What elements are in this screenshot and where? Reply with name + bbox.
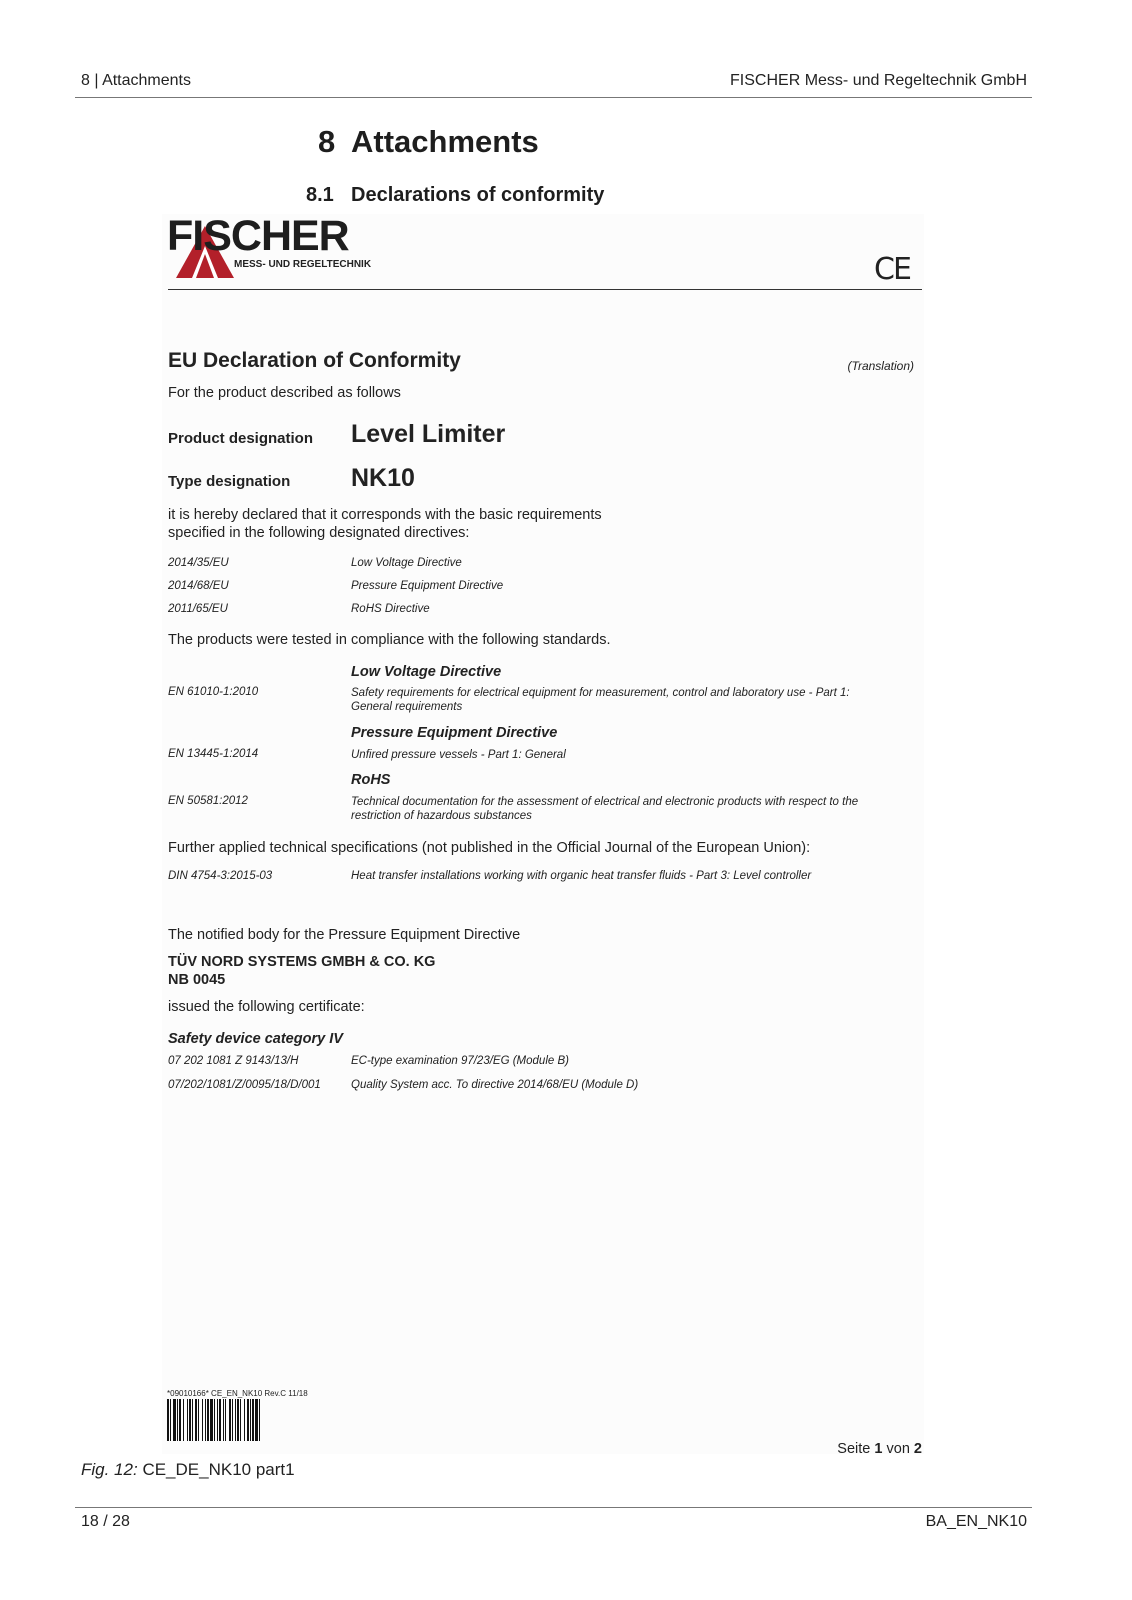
barcode-bar — [207, 1399, 209, 1441]
chapter-title: Attachments — [351, 124, 539, 159]
barcode-bar — [214, 1399, 215, 1441]
translation-note: (Translation) — [847, 359, 914, 373]
barcode-bar — [219, 1399, 221, 1441]
barcode-text: *09010166* CE_EN_NK10 Rev.C 11/18 — [167, 1389, 308, 1398]
page-current: 1 — [874, 1441, 883, 1457]
logo-brand: FISCHER — [167, 212, 349, 260]
logo-subtitle: MESS- UND REGELTECHNIK — [234, 259, 372, 270]
directive-name: Pressure Equipment Directive — [351, 580, 504, 592]
barcode-bar — [173, 1399, 176, 1441]
barcode-bar — [183, 1399, 184, 1441]
directive-name: Low Voltage Directive — [351, 557, 462, 569]
further-spec-description: Heat transfer installations working with organic heat transfer fluids - Part 3: Level controller — [351, 870, 812, 882]
barcode-bar — [202, 1399, 203, 1441]
barcode — [167, 1399, 331, 1441]
barcode-bar — [177, 1399, 178, 1441]
section-title: Declarations of conformity — [351, 184, 605, 206]
barcode-bar — [229, 1399, 231, 1441]
declaration-line-2: specified in the following designated directives: — [168, 525, 470, 541]
barcode-bar — [192, 1399, 193, 1441]
directive-code: 2014/35/EU — [168, 557, 229, 569]
barcode-bar — [210, 1399, 213, 1441]
barcode-bar — [170, 1399, 171, 1441]
certificate-description: EC-type examination 97/23/EG (Module B) — [351, 1055, 569, 1067]
certificate-title: EU Declaration of Conformity — [168, 349, 461, 372]
standard-heading: Low Voltage Directive — [351, 664, 502, 680]
page-total: 2 — [913, 1441, 922, 1457]
standard-code: EN 50581:2012 — [168, 795, 248, 807]
standard-code: EN 13445-1:2014 — [168, 748, 259, 760]
barcode-bar — [167, 1399, 169, 1441]
barcode-bar — [217, 1399, 218, 1441]
barcode-bar — [252, 1399, 254, 1441]
directive-code: 2014/68/EU — [168, 580, 229, 592]
type-designation-label: Type designation — [168, 473, 291, 490]
page-label-mid: von — [886, 1441, 910, 1457]
declaration-line-1: it is hereby declared that it corresponds with the basic requirements — [168, 507, 602, 523]
section-number: 8.1 — [306, 184, 334, 206]
figure-label: Fig. 12: — [81, 1460, 138, 1479]
header-left: 8 | Attachments — [81, 72, 191, 89]
barcode-bar — [255, 1399, 258, 1441]
certificate-header-rule — [168, 289, 922, 290]
notified-body-intro: The notified body for the Pressure Equipment Directive — [168, 927, 521, 943]
directive-name: RoHS Directive — [351, 603, 430, 615]
further-specs-intro: Further applied technical specifications (not published in the Official Journal of the European Union): — [168, 840, 811, 856]
certificate-page-indicator — [837, 1441, 922, 1457]
safety-category: Safety device category IV — [168, 1031, 343, 1047]
footer-divider — [75, 1507, 1032, 1508]
figure-caption — [81, 1460, 295, 1480]
barcode-bar — [235, 1399, 236, 1441]
standard-heading: RoHS — [351, 772, 391, 788]
barcode-bar — [187, 1399, 188, 1441]
barcode-bar — [195, 1399, 197, 1441]
standard-heading: Pressure Equipment Directive — [351, 725, 558, 741]
barcode-bar — [232, 1399, 233, 1441]
certificate-code: 07/202/1081/Z/0095/18/D/001 — [168, 1079, 321, 1091]
barcode-bar — [259, 1399, 260, 1441]
barcode-bar — [205, 1399, 206, 1441]
barcode-bar — [237, 1399, 239, 1441]
barcode-bar — [247, 1399, 249, 1441]
certificate-description: Quality System acc. To directive 2014/68/EU (Module D) — [351, 1079, 639, 1091]
notified-body-name: TÜV NORD SYSTEMS GMBH & CO. KG — [168, 954, 436, 970]
type-designation-value: NK10 — [351, 464, 415, 492]
barcode-bar — [240, 1399, 241, 1441]
standards-intro: The products were tested in compliance with the following standards. — [168, 632, 611, 648]
page-label-prefix: Seite — [837, 1441, 871, 1457]
certificate-intro: For the product described as follows — [168, 385, 401, 401]
header-right: FISCHER Mess- und Regeltechnik GmbH — [730, 72, 1027, 89]
directive-code: 2011/65/EU — [168, 603, 228, 615]
footer-document-code: BA_EN_NK10 — [925, 1513, 1027, 1530]
chapter-number: 8 — [318, 124, 336, 159]
barcode-bar — [179, 1399, 181, 1441]
further-spec-code: DIN 4754-3:2015-03 — [168, 870, 273, 882]
barcode-bar — [223, 1399, 224, 1441]
barcode-bar — [189, 1399, 191, 1441]
standard-description: Technical documentation for the assessment of electrical and electronic products with respect to the restriction of hazardous substances — [351, 796, 859, 822]
standard-description: Safety requirements for electrical equipment for measurement, control and laboratory use - Part 1: General requirements — [351, 687, 850, 713]
barcode-bar — [198, 1399, 199, 1441]
barcode-bar — [244, 1399, 245, 1441]
barcode-bar — [250, 1399, 251, 1441]
notified-body-number: NB 0045 — [168, 972, 226, 988]
issued-line: issued the following certificate: — [168, 999, 365, 1015]
standard-description: Unfired pressure vessels - Part 1: General — [351, 749, 566, 761]
product-designation-value: Level Limiter — [351, 420, 506, 448]
header-divider — [75, 97, 1032, 98]
ce-mark: CE — [874, 252, 910, 287]
certificate-code: 07 202 1081 Z 9143/13/H — [168, 1055, 299, 1067]
standard-code: EN 61010-1:2010 — [168, 686, 259, 698]
figure-caption-text: CE_DE_NK10 part1 — [142, 1460, 295, 1479]
barcode-bar — [225, 1399, 226, 1441]
product-designation-label: Product designation — [168, 430, 314, 447]
footer-page-number: 18 / 28 — [81, 1513, 130, 1530]
